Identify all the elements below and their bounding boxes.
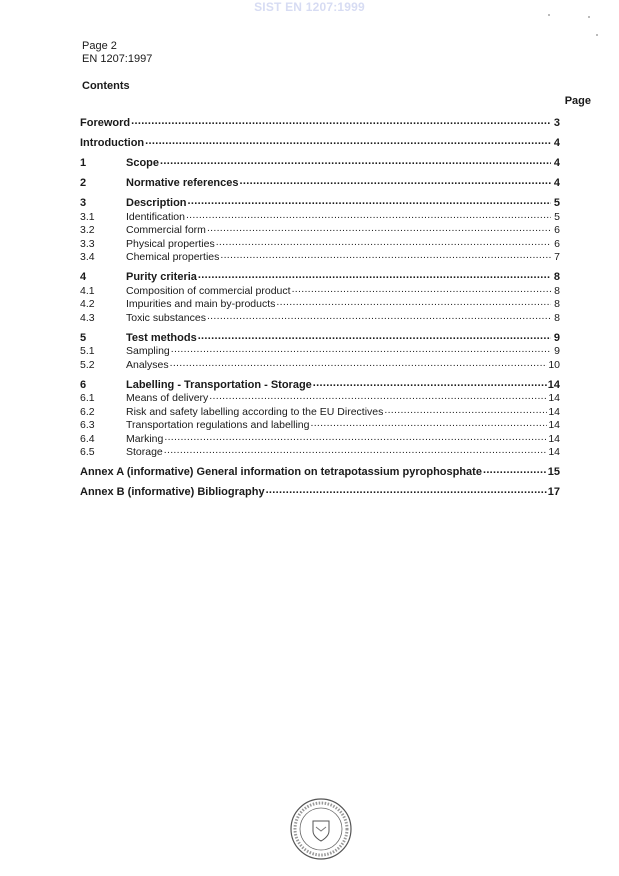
toc-entry (80, 221, 560, 235)
toc-section-number: 3.2 (80, 224, 95, 236)
toc-title: Toxic substances (126, 311, 206, 324)
toc-section-number: 1 (80, 157, 87, 169)
official-seal-stamp-icon (289, 797, 353, 861)
toc-page-number: 14 (548, 392, 560, 404)
toc-page-number: 14 (547, 378, 560, 391)
toc-page-number: 7 (554, 251, 560, 263)
toc-title: Normative references (126, 177, 239, 189)
toc-entry (80, 329, 560, 343)
toc-entry (80, 443, 560, 457)
toc-section-number: 6.3 (80, 419, 95, 431)
toc-section-number: 3.4 (80, 251, 95, 263)
toc-section-number: 6.5 (80, 446, 95, 458)
toc-entry (80, 268, 560, 282)
toc-section-number: 3.3 (80, 237, 95, 250)
toc-leader-dots (198, 268, 551, 280)
toc-leader-dots (131, 114, 551, 126)
toc-leader-dots (209, 389, 547, 401)
toc-page-number: 5 (554, 210, 560, 223)
toc-page-number: 15 (547, 466, 560, 478)
toc-section-number: 6.2 (80, 405, 95, 418)
contents-title: Contents (82, 80, 130, 92)
toc-leader-dots (188, 194, 551, 206)
toc-page-number: 4 (553, 137, 560, 149)
toc-leader-dots (207, 309, 551, 321)
toc-title: Transportation regulations and labelling (126, 419, 310, 431)
toc-page-number: 9 (554, 345, 560, 357)
toc-leader-dots (266, 483, 547, 495)
toc-entry (80, 342, 560, 356)
toc-page-number: 8 (554, 311, 560, 324)
toc-section-number: 4.3 (80, 311, 95, 324)
toc-page-number: 5 (553, 197, 560, 209)
toc-title: Description (126, 197, 187, 209)
toc-page-number: 10 (548, 358, 560, 371)
toc-leader-dots (170, 356, 548, 368)
toc-page-number: 17 (547, 486, 560, 498)
table-of-contents (80, 114, 560, 497)
toc-entry (80, 295, 560, 309)
toc-title: Annex A (informative) General information on tetrapotassium pyrophosphate (80, 466, 482, 478)
scan-speck (596, 34, 598, 36)
toc-page-number: 3 (553, 117, 560, 129)
toc-title: Marking (126, 432, 164, 445)
toc-leader-dots (164, 443, 548, 455)
toc-title: Introduction (80, 137, 145, 149)
toc-title: Sampling (126, 345, 170, 357)
page-header (82, 40, 152, 66)
toc-entry (80, 235, 560, 249)
toc-leader-dots (216, 235, 551, 247)
toc-section-number: 6.1 (80, 392, 95, 404)
toc-leader-dots (160, 154, 551, 166)
toc-page-number: 4 (553, 157, 560, 169)
toc-title: Annex B (informative) Bibliography (80, 486, 265, 498)
toc-entry (80, 356, 560, 370)
toc-title: Foreword (80, 117, 131, 129)
toc-title: Risk and safety labelling according to the EU Directives (126, 405, 384, 418)
toc-entry (80, 309, 560, 323)
toc-section-number: 3 (80, 197, 87, 209)
toc-leader-dots (310, 416, 547, 428)
toc-page-number: 14 (548, 432, 560, 445)
toc-page-number: 14 (548, 419, 560, 431)
toc-leader-dots (171, 342, 551, 354)
toc-section-number: 2 (80, 177, 87, 189)
toc-entry (80, 430, 560, 444)
toc-section-number: 5.2 (80, 358, 95, 371)
toc-page-number: 6 (554, 237, 560, 250)
toc-section-number: 3.1 (80, 210, 95, 223)
toc-leader-dots (313, 376, 547, 388)
toc-leader-dots (164, 430, 547, 442)
toc-leader-dots (207, 221, 551, 233)
toc-entry (80, 208, 560, 222)
toc-title: Commercial form (126, 224, 206, 236)
watermark: SIST EN 1207:1999 (254, 0, 365, 14)
toc-title: Chemical properties (126, 251, 220, 263)
toc-title: Analyses (126, 358, 169, 371)
toc-entry (80, 463, 560, 477)
toc-leader-dots (276, 295, 551, 307)
toc-title: Storage (126, 446, 163, 458)
toc-entry (80, 376, 560, 390)
toc-leader-dots (220, 248, 551, 260)
toc-entry (80, 154, 560, 168)
page-number: Page 2 (82, 40, 117, 52)
scan-speck (588, 16, 590, 18)
standard-number: EN 1207:1997 (82, 53, 153, 65)
toc-leader-dots (145, 134, 551, 146)
toc-entry (80, 389, 560, 403)
toc-section-number: 5 (80, 331, 87, 344)
toc-leader-dots (186, 208, 551, 220)
toc-leader-dots (483, 463, 547, 475)
scan-speck (548, 14, 550, 16)
toc-title: Impurities and main by-products (126, 298, 276, 310)
toc-page-number: 14 (548, 446, 560, 458)
toc-page-number: 8 (553, 271, 560, 283)
toc-section-number: 4.2 (80, 298, 95, 310)
toc-leader-dots (240, 174, 551, 186)
page-column-label: Page (564, 95, 591, 107)
toc-entry (80, 483, 560, 497)
toc-page-number: 14 (548, 405, 560, 418)
toc-page-number: 6 (554, 224, 560, 236)
toc-entry (80, 114, 560, 128)
toc-title: Labelling - Transportation - Storage (126, 378, 312, 391)
toc-section-number: 4.1 (80, 284, 95, 297)
toc-entry (80, 174, 560, 188)
toc-title: Scope (126, 157, 160, 169)
toc-leader-dots (292, 282, 551, 294)
toc-page-number: 9 (553, 331, 560, 344)
toc-entry (80, 282, 560, 296)
toc-entry (80, 134, 560, 148)
toc-section-number: 5.1 (80, 345, 95, 357)
toc-leader-dots (198, 329, 551, 341)
toc-leader-dots (384, 403, 547, 415)
toc-section-number: 6.4 (80, 432, 95, 445)
toc-title: Composition of commercial product (126, 284, 291, 297)
toc-entry (80, 403, 560, 417)
toc-title: Test methods (126, 331, 197, 344)
toc-title: Means of delivery (126, 392, 209, 404)
toc-section-number: 4 (80, 271, 87, 283)
toc-page-number: 8 (554, 284, 560, 297)
toc-entry (80, 248, 560, 262)
toc-title: Identification (126, 210, 185, 223)
toc-page-number: 8 (554, 298, 560, 310)
toc-entry (80, 194, 560, 208)
toc-title: Physical properties (126, 237, 215, 250)
toc-title: Purity criteria (126, 271, 197, 283)
toc-entry (80, 416, 560, 430)
toc-section-number: 6 (80, 378, 87, 391)
toc-page-number: 4 (553, 177, 560, 189)
